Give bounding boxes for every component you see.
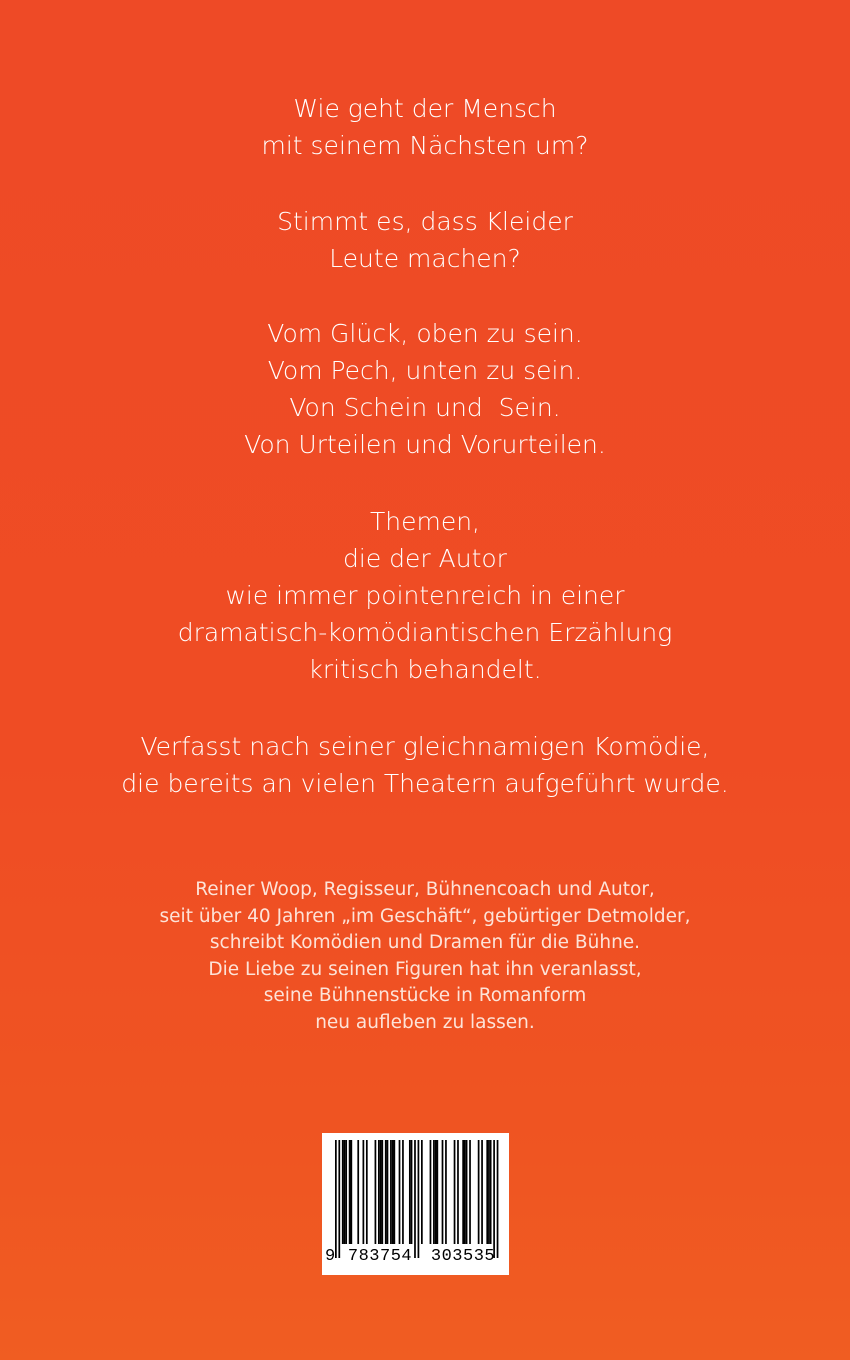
isbn-group-2: 303535 [430,1247,496,1266]
blurb-line: Wie geht der Mensch [293,94,557,123]
barcode-bar [411,1140,413,1244]
barcode-bar [433,1140,435,1244]
bio-line: schreibt Komödien und Dramen für die Bühne. [209,932,641,953]
blurb-paragraph-4 [0,503,850,688]
barcode-bar [399,1140,401,1244]
bio-line: neu aufleben zu lassen. [315,1011,535,1033]
isbn-barcode [322,1133,509,1275]
barcode-bar [402,1140,404,1244]
isbn-group-1: 783754 [347,1247,413,1266]
barcode-bar [481,1140,483,1244]
barcode-bar [435,1140,437,1244]
barcode-guard-bar [414,1140,416,1258]
isbn-number [322,1245,509,1271]
barcode-bar [387,1140,389,1244]
blurb-line: dramatisch-komödiantischen Erzählung [177,618,673,647]
barcode-bar [349,1140,351,1244]
blurb-line: Stimmt es, dass Kleider [277,207,573,236]
blurb-line: die bereits an vielen Theatern aufgeführt wurde. [121,769,729,798]
barcode-bar [457,1140,459,1244]
barcode-bar [478,1140,480,1244]
barcode-bar [393,1140,395,1244]
barcode-bar [390,1140,392,1244]
blurb-line: Vom Glück, oben zu sein. [267,319,583,348]
barcode-bar [469,1140,471,1244]
blurb-paragraph-3 [0,315,850,463]
barcode-bar [488,1140,490,1244]
barcode-bar [421,1140,423,1244]
blurb-line: Verfasst nach seiner gleichnamigen Komödie, [140,732,710,761]
barcode-bar [454,1140,456,1244]
barcode-bar [344,1140,346,1244]
blurb-line: wie immer pointenreich in einer [225,581,625,610]
isbn-lead-digit: 9 [325,1247,336,1266]
barcode-bar [462,1140,464,1244]
barcode-bar [357,1140,359,1244]
barcode-bar [466,1140,468,1244]
bio-line: seit über 40 Jahren „im Geschäft“, gebürtiger Detmolder, [159,905,691,927]
blurb-line: Vom Pech, unten zu sein. [267,356,583,385]
barcode-guard-bar [335,1140,337,1258]
bio-line: seine Bühnenstücke in Romanform [263,985,587,1006]
barcode-bar [375,1140,377,1244]
barcode-bar [409,1140,411,1244]
blurb-line: die der Autor [343,544,507,573]
barcode-bar [442,1140,444,1244]
barcode-guard-bar [497,1140,499,1258]
barcode-bar [363,1140,365,1244]
barcode-bar [378,1140,380,1244]
blurb-paragraph-1 [0,90,850,164]
barcode-guard-bar [338,1140,340,1258]
barcode-bar [436,1140,438,1244]
blurb-paragraph-2 [0,203,850,277]
barcode-bar [392,1140,394,1244]
barcode-bar [381,1140,383,1244]
blurb-paragraph-5 [0,728,850,802]
blurb-line: Themen, [369,507,481,536]
blurb-line: Von Schein und Sein. [289,393,561,422]
barcode-bar [345,1140,347,1244]
barcode-guard-bar [418,1140,420,1258]
barcode-bar [490,1140,492,1244]
barcode-bar [385,1140,387,1244]
blurb-line: Von Urteilen und Vorurteilen. [244,430,606,459]
barcode-bar [430,1140,432,1244]
blurb-line: mit seinem Nächsten um? [261,131,589,160]
barcode-guard-bar [493,1140,495,1258]
barcode-bar [486,1140,488,1244]
barcode-bar [366,1140,368,1244]
blurb-line: Leute machen? [329,244,521,273]
barcode-bar [464,1140,466,1244]
barcode-bar [350,1140,352,1244]
author-bio [0,877,850,1036]
barcode-bar [445,1140,447,1244]
barcode-bar [342,1140,344,1244]
blurb-line: kritisch behandelt. [308,655,542,684]
barcode-bar [380,1140,382,1244]
bio-line: Reiner Woop, Regisseur, Bühnencoach und Autor, [195,879,655,900]
bio-line: Die Liebe zu seinen Figuren hat ihn veranlasst, [208,958,642,980]
